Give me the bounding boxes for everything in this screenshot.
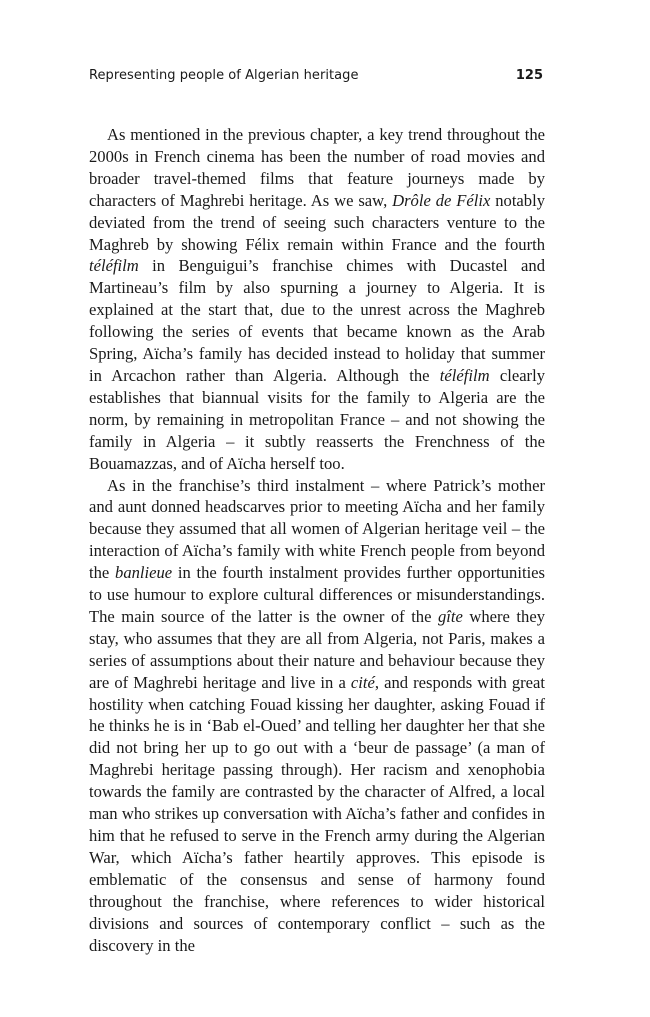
running-head (89, 68, 543, 88)
term-italic: cité (350, 672, 375, 692)
page-number: 125 (515, 68, 543, 83)
paragraph-2 (89, 475, 545, 957)
term-italic: téléfilm (439, 365, 490, 385)
term-italic: téléfilm (89, 256, 139, 276)
text-run: clearly establishes that biannual visits for the family to Algeria are the norm, by remaining in metropolitan France – and not showing the family in Algeria – it subtly reasserts the Frenchness of the Bouamazzas, and of Aïcha herself too. (89, 365, 545, 473)
term-italic: gîte (437, 606, 463, 626)
body-text (89, 124, 545, 956)
text-run: in the fourth instalment provides further opportunities to use humour to explore cultural differences or misunderstandings. The main source of the latter is the owner of the (89, 563, 546, 626)
text-run: in Benguigui’s franchise chimes with Ducastel and Martineau’s film by also spurning a journey to Algeria. It is explained at the start that, due to the unrest across the Maghreb following the series of events that became known as the Arab Spring, Aïcha’s family has decided instead to holiday that summer in Arcachon rather than Algeria. Although the (89, 256, 545, 385)
text-run: As mentioned in the previous chapter, a key trend throughout the 2000s in French cinema has been the number of road movies and broader travel-themed films that feature journeys made by characters of Maghrebi heritage. As we saw, (89, 125, 545, 210)
running-head-title: Representing people of Algerian heritage (89, 68, 359, 83)
text-run: , and responds with great hostility when catching Fouad kissing her daughter, asking Fouad if he thinks he is in ‘Bab el-Oued’ and telling her daughter her that she did not bring her up to go out with a ‘beur de passage’ (a man of Maghrebi heritage passing through). Her racism and xenophobia towards the family are contrasted by the character of Alfred, a local man who strikes up conversation with Aïcha’s father and confides in him that he refused to serve in the French army during the Algerian War, which Aïcha’s father heartily approves. This episode is emblematic of the consensus and sense of harmony found throughout the franchise, where references to wider historical divisions and sources of contemporary conflict – such as the discovery in the (89, 672, 546, 955)
text-run: As in the franchise’s third instalment – where Patrick’s mother and aunt donned headscarves prior to meeting Aïcha and her family because they assumed that all women of Algerian heritage veil – the interaction of Aïcha’s family with white French people from beyond the (89, 475, 545, 583)
term-italic: banlieue (115, 563, 173, 583)
text-run: notably deviated from the trend of seeing such characters venture to the Maghreb by showing Félix remain within France and the fourth (89, 190, 546, 254)
text-run: where they stay, who assumes that they are all from Algeria, not Paris, makes a series of assumptions about their nature and behaviour because they are of Maghrebi heritage and live in a (89, 606, 545, 692)
paragraph-1 (89, 124, 545, 475)
film-title-italic: Drôle de Félix (392, 190, 491, 210)
